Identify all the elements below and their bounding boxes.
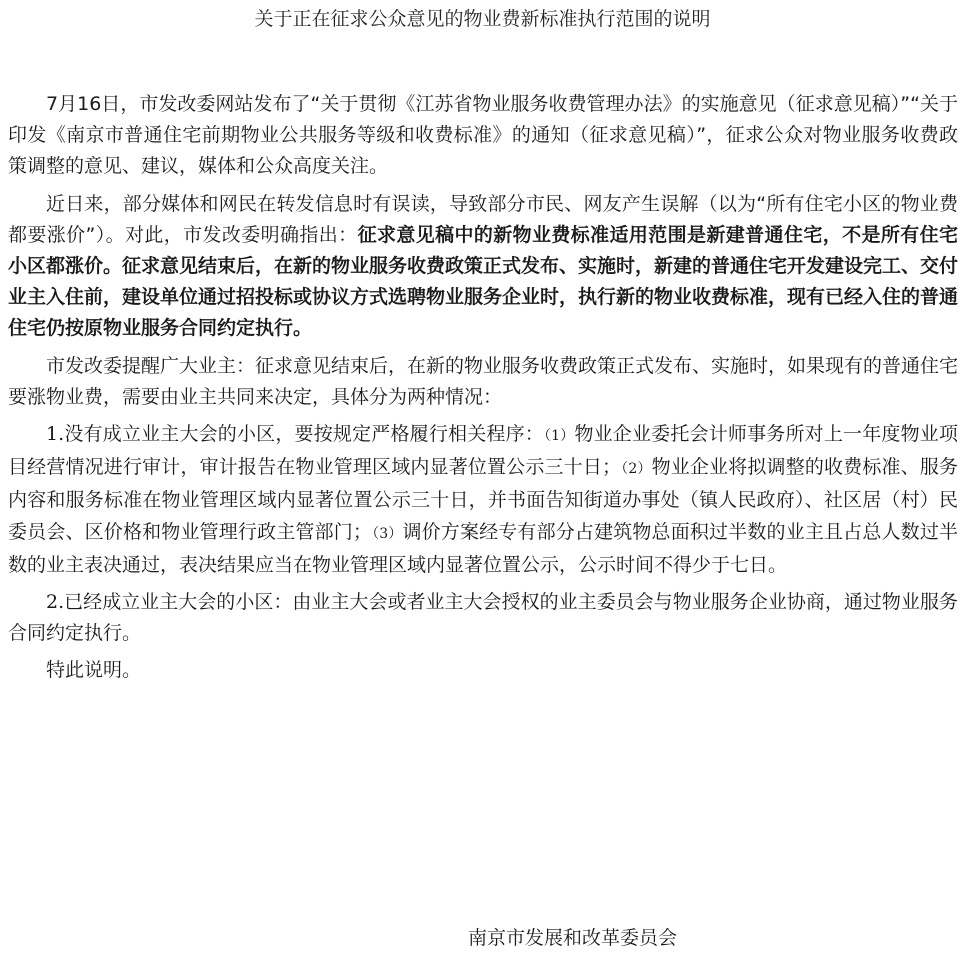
paragraph-reminder: 市发改委提醒广大业主：征求意见结束后，在新的物业服务收费政策正式发布、实施时，如果现有的普通住宅要涨物业费，需要由业主共同来决定，具体分为两种情况：	[8, 354, 959, 408]
step-text-2: 物业企业将拟调整的收费标准、服务内容和服务标准在物业管理区域内显著位置公示三十日，并书面告知街道办事处（镇人民政府）、社区居（村）民委员会、区价格和物业管理行政主管部门；	[8, 456, 958, 543]
step-text-3: 调价方案经专有部分占建筑物总面积过半数的业主且占总人数过半数的业主表决通过，表决结果应当在物业管理区域内显著位置公示，公示时间不得少于七日。	[8, 520, 958, 576]
paragraph-clarification	[8, 189, 958, 345]
list-item-number: 2.	[46, 591, 65, 614]
document-title: 关于正在征求公众意见的物业费新标准执行范围的说明	[254, 8, 711, 30]
step-marker-3: （3）	[371, 525, 403, 542]
list-item-number: 1.	[46, 423, 65, 446]
document-body	[8, 89, 958, 693]
list-item-with-owners-assembly	[8, 587, 958, 649]
closing-statement: 特此说明。	[46, 659, 142, 682]
list-item-lead: 没有成立业主大会的小区，要按规定严格履行相关程序：	[64, 423, 544, 446]
step-text-1: 物业企业委托会计师事务所对上一年度物业项目经营情况进行审计，审计报告在物业管理区域内显著位置公示三十日；	[8, 423, 958, 479]
list-item-text: 已经成立业主大会的小区：由业主大会或者业主大会授权的业主委员会与物业服务企业协商，通过物业服务合同约定执行。	[8, 591, 958, 645]
paragraph-announcement: 7月16日，市发改委网站发布了“关于贯彻《江苏省物业服务收费管理办法》的实施意见（征求意见稿）”“关于印发《南京市普通住宅前期物业公共服务等级和收费标准》的通知（征求意见稿）”，征求公众对物业服务收费政策调整的意见、建议，媒体和公众高度关注。	[8, 93, 958, 178]
clarification-text: 近日来，部分媒体和网民在转发信息时有误读，导致部分市民、网友产生误解（以为“所有住宅小区的物业费都要涨价”）。对此，市发改委明确指出：	[8, 192, 958, 246]
list-item-no-owners-assembly	[8, 419, 958, 581]
issuer-signature: 南京市发展和改革委员会	[468, 927, 678, 949]
step-marker-2: （2）	[621, 461, 652, 478]
clarification-emphasis: 征求意见稿中的新物业费标准适用范围是新建普通住宅，不是所有住宅小区都涨价。征求意见结束后，在新的物业服务收费政策正式发布、实施时，新建的普通住宅开发建设完工、交付业主入住前，建设单位通过招投标或协议方式选聘物业服务企业时，执行新的物业收费标准，现有已经入住的普通住宅仍按原物业服务合同约定执行。	[8, 223, 959, 340]
step-marker-1: （1）	[543, 428, 575, 445]
